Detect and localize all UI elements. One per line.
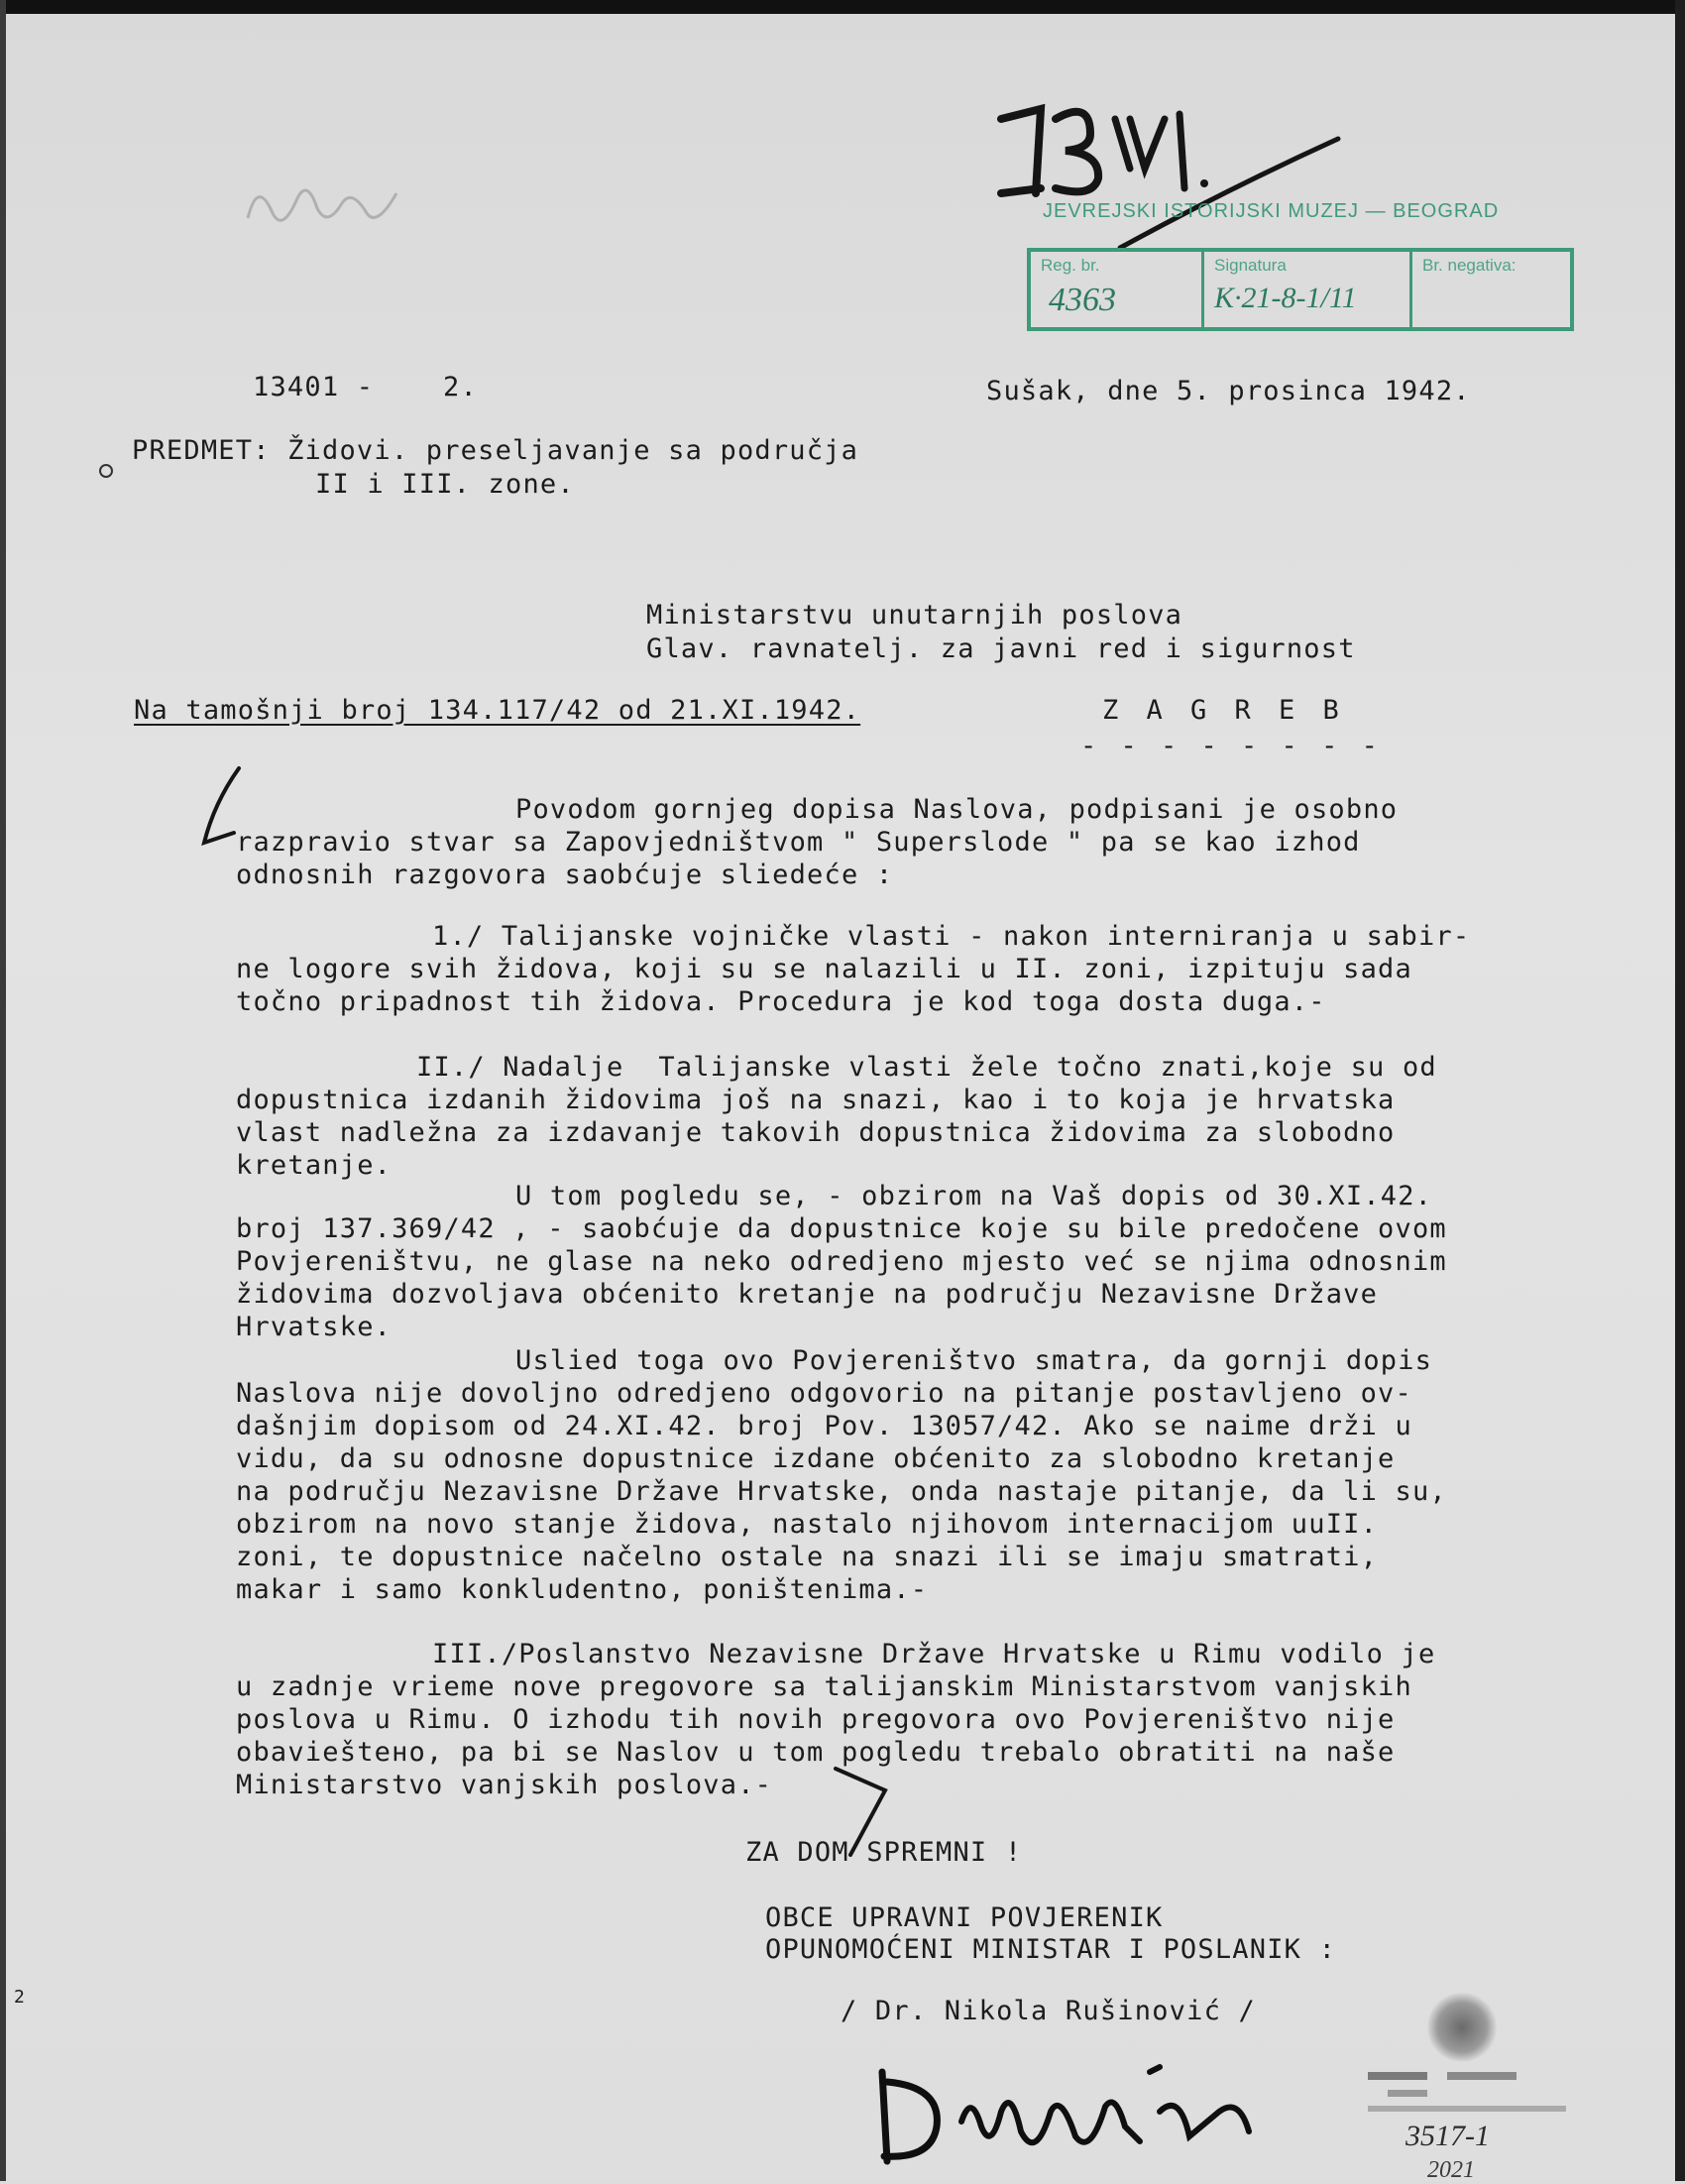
body-line-point2: II./ Nadalje Talijanske vlasti žele točno znati,koje su od [416,1052,1437,1083]
reference-number: 13401 - 2. [253,372,478,402]
body-line-point2_b: Hrvatske. [236,1312,393,1342]
stamp-header: JEVREJSKI ISTORIJSKI MUZEJ — BEOGRAD [1043,200,1500,222]
body-line-intro: razpravio stvar sa Zapovjedništvom " Superslode " pa se kao izhod [236,827,1361,858]
body-line-point2_c: vidu, da su odnosne dopustnice izdane obćenito za slobodno kretanje [236,1443,1396,1474]
stamp-signatura-label: Signatura [1214,256,1287,275]
subject-line-1: PREDMET: Židovi. preseljavanje sa područja [132,435,859,466]
stamp-signatura-value: K·21-8-1/11 [1214,282,1357,314]
stamp-box [1027,248,1574,331]
city-dashes: - - - - - - - - [1080,731,1382,761]
scan-edge-left [0,0,6,2181]
body-line-point2_c: Naslova nije dovoljno odredjeno odgovorio na pitanje postavljeno ov- [236,1378,1412,1409]
body-line-point2_b: Povjereništvu, ne glase na neko odredjeno mjesto već se njima odnosnim [236,1246,1447,1277]
place-date: Sušak, dne 5. prosinca 1942. [986,376,1471,406]
body-line-point3: u zadnje vrieme nove pregovore sa talijanskim Ministarstvom vanjskih [236,1671,1412,1702]
subject-line-2: II i III. zone. [315,469,575,500]
body-line-point2_c: zoni, te dopustnice načelno ostale na snazi ili se imaju smatrati, [236,1542,1379,1572]
stamp-reg-label: Reg. br. [1041,256,1100,275]
margin-mark: 2 [14,1987,27,2008]
body-line-point2_b: broj 137.369/42 , - saobćuje da dopustnice koje su bile predočene ovom [236,1213,1447,1244]
scan-edge-top [0,0,1685,14]
body-line-point2_b: U tom pogledu se, - obzirom na Vaš dopis od 30.XI.42. [515,1181,1433,1211]
body-line-point2_c: na području Nezavisne Države Hrvatske, onda nastaje pitanje, da li su, [236,1476,1447,1507]
body-line-point1: 1./ Talijanske vojničke vlasti - nakon interniranja u sabir- [432,921,1471,952]
salutation: ZA DOM SPREMNI ! [745,1837,1023,1868]
reference-line: Na tamošnji broj 134.117/42 od 21.XI.1942. [134,695,861,726]
body-line-point1: točno pripadnost tih židova. Procedura je kod toga dosta duga.- [236,986,1326,1017]
handwritten-signature [862,2052,1318,2176]
stamp-cell-reg [1031,252,1204,327]
stamp-negativ-label: Br. negativa: [1422,256,1516,275]
scan-edge-right [1675,0,1685,2181]
body-line-point2_b: židovima dozvoljava obćenito kretanje na području Nezavisne Države [236,1279,1379,1310]
stamp-cell-signatura [1204,252,1412,327]
signatory-title-1: OBCE UPRAVNI POVJERENIK [765,1902,1164,1933]
signatory-name: / Dr. Nikola Rušinović / [841,1996,1256,2026]
body-line-point2: vlast nadležna za izdavanje takovih dopustnica židovima za slobodno [236,1117,1396,1148]
body-line-point2_c: makar i samo konkludentno, poništenima.- [236,1574,929,1605]
addressee-line-1: Ministarstvu unutarnjih poslova [646,600,1183,631]
body-line-point3: Ministarstvo vanjskih poslova.- [236,1770,773,1800]
city: Z A G R E B [1102,695,1345,726]
margin-hole [99,464,113,478]
body-line-point3: poslova u Rimu. O izhodu tih novih pregovora ovo Povjereništvo nije [236,1704,1396,1735]
archive-number-2: 2021 [1427,2157,1475,2183]
body-line-point3: III./Poslanstvo Nezavisne Države Hrvatske u Rimu vodilo je [432,1639,1436,1669]
body-line-point3: obavieštено, pa bi se Naslov u tom pogledu trebalo obratiti na naše [236,1737,1396,1768]
addressee-line-2: Glav. ravnatelj. za javni red i sigurnost [646,633,1356,664]
signatory-title-2: OPUNOMOĆENI MINISTAR I POSLANIK : [765,1934,1337,1965]
handwritten-scribble [228,159,426,248]
body-line-point2_c: obzirom na novo stanje židova, nastalo njihovom internacijom uuII. [236,1509,1379,1540]
body-line-intro: odnosnih razgovora saobćuje sliedeće : [236,860,894,890]
body-line-point2: kretanje. [236,1150,393,1181]
stamp-cell-negativ [1412,252,1574,327]
faded-stamp-text [1358,2062,1606,2122]
stamp-reg-value: 4363 [1049,282,1116,318]
museum-stamp [1023,198,1578,335]
body-line-point1: ne logore svih židova, koji su se nalazili u II. zoni, izpituju sada [236,954,1412,984]
faded-round-stamp [1427,1993,1497,2062]
body-line-intro: Povodom gornjeg dopisa Naslova, podpisani je osobno [515,794,1399,825]
body-line-point2_c: Uslied toga ovo Povjereništvo smatra, da gornji dopis [515,1345,1433,1376]
archive-number: 3517-1 [1405,2120,1490,2152]
body-line-point2: dopustnica izdanih židovima još na snazi, kao i to koja je hrvatska [236,1085,1396,1115]
body-line-point2_c: dašnjim dopisom od 24.XI.42. broj Pov. 13057/42. Ako se naime drži u [236,1411,1412,1441]
